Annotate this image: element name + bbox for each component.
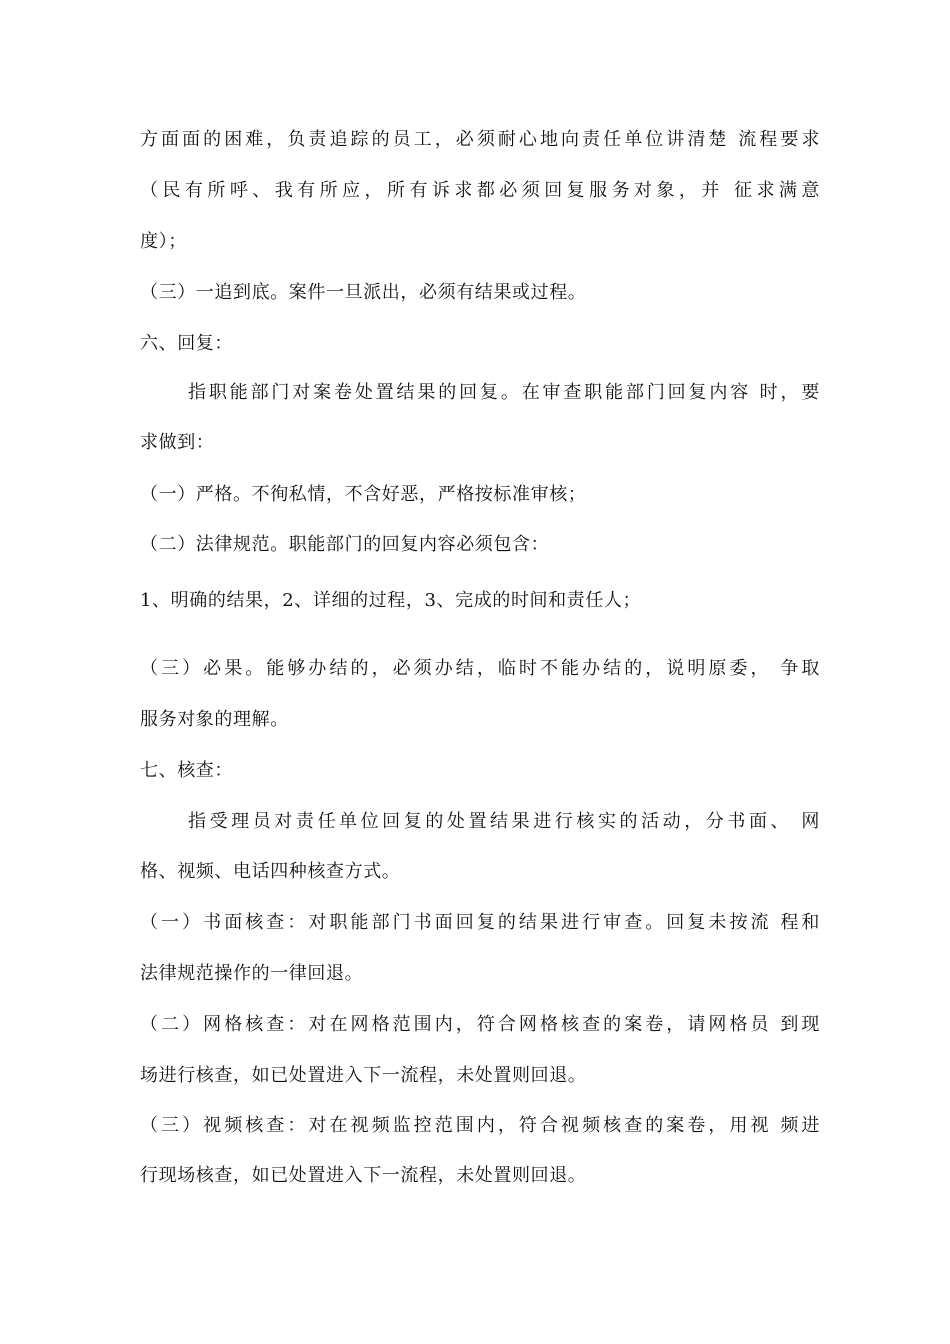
paragraph-line: 场进行核查，如已处置进入下一流程，未处置则回退。 xyxy=(140,1065,587,1086)
list-item: （一）书面核查：对职能部门书面回复的结果进行审查。回复未按流 程和 xyxy=(140,912,820,933)
list-item: （一）严格。不徇私情，不含好恶，严格按标准审核； xyxy=(140,484,587,505)
paragraph-line: 法律规范操作的一律回退。 xyxy=(140,963,364,984)
section-heading: 七、核查： xyxy=(140,760,233,781)
paragraph-line: 格、视频、电话四种核查方式。 xyxy=(140,861,401,882)
paragraph-line: 指受理员对责任单位回复的处置结果进行核实的活动，分书面、 网 xyxy=(188,811,820,832)
list-item: （三）视频核查：对在视频监控范围内，符合视频核查的案卷，用视 频进 xyxy=(140,1115,820,1136)
paragraph-line: （民有所呼、我有所应，所有诉求都必须回复服务对象，并 征求满意 xyxy=(140,180,820,201)
paragraph-line: 行现场核查，如已处置进入下一流程，未处置则回退。 xyxy=(140,1165,587,1186)
paragraph-line: 求做到： xyxy=(140,432,215,453)
paragraph-line: 指职能部门对案卷处置结果的回复。在审查职能部门回复内容 时，要 xyxy=(188,382,820,403)
section-heading: 六、回复： xyxy=(140,333,233,354)
paragraph-line: 度）； xyxy=(140,231,187,252)
list-item: 1、明确的结果，2、详细的过程，3、完成的时间和责任人； xyxy=(140,590,642,611)
paragraph-line: 方面面的困难，负责追踪的员工，必须耐心地向责任单位讲清楚 流程要求 xyxy=(140,129,820,150)
list-item: （二）网格核查：对在网格范围内，符合网格核查的案卷，请网格员 到现 xyxy=(140,1014,820,1035)
paragraph-line: 服务对象的理解。 xyxy=(140,709,289,730)
paragraph-line: （三）一追到底。案件一旦派出，必须有结果或过程。 xyxy=(140,282,587,303)
list-item: （三）必果。能够办结的，必须办结，临时不能办结的，说明原委， 争取 xyxy=(140,658,820,679)
list-item: （二）法律规范。职能部门的回复内容必须包含： xyxy=(140,534,550,555)
